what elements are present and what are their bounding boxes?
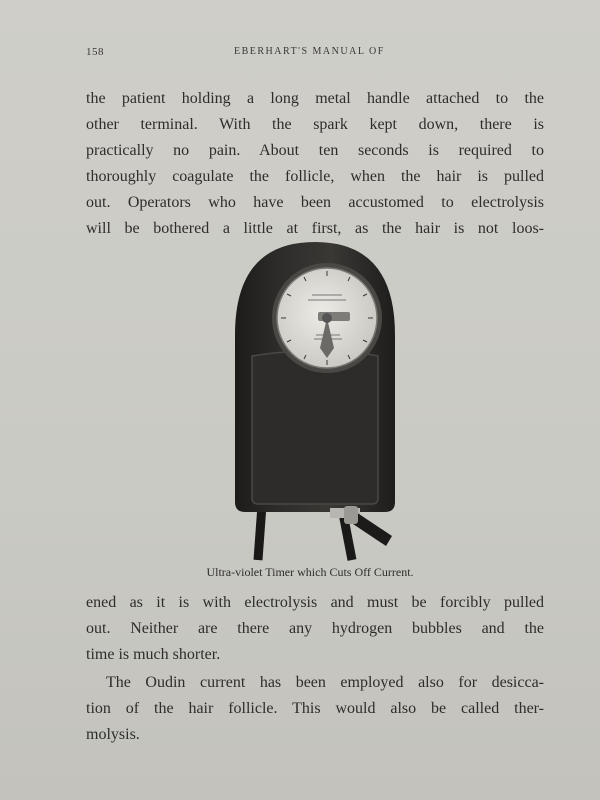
text-line: time is much shorter. <box>86 646 221 663</box>
text-line: other terminal. With the spark kept down, there is <box>86 116 544 133</box>
text-line: the patient holding a long metal handle attached to the <box>86 90 544 107</box>
text-line: will be bothered a little at first, as the hair is not loos- <box>86 220 544 237</box>
paragraph-1 <box>86 86 544 242</box>
page-header <box>86 46 546 64</box>
figure-caption: Ultra-violet Timer which Cuts Off Current. <box>206 565 414 579</box>
running-head: EBERHART'S MANUAL OF <box>234 46 385 57</box>
paragraph-2 <box>86 590 544 668</box>
text-line: The Oudin current has been employed also for desicca- <box>106 674 544 691</box>
text-line: practically no pain. About ten seconds is required to <box>86 142 544 159</box>
page-number: 158 <box>86 46 104 58</box>
text-line: tion of the hair follicle. This would also be called ther- <box>86 700 544 717</box>
text-line: ened as it is with electrolysis and must be forcibly pulled <box>86 594 544 611</box>
text-line: molysis. <box>86 726 140 743</box>
timer-figure <box>230 240 410 565</box>
text-line: out. Neither are there any hydrogen bubbles and the <box>86 620 544 637</box>
text-line: out. Operators who have been accustomed to electrolysis <box>86 194 544 211</box>
paragraph-3 <box>86 670 544 748</box>
text-line: thoroughly coagulate the follicle, when the hair is pulled <box>86 168 544 185</box>
ultraviolet-timer-illustration <box>230 240 410 565</box>
